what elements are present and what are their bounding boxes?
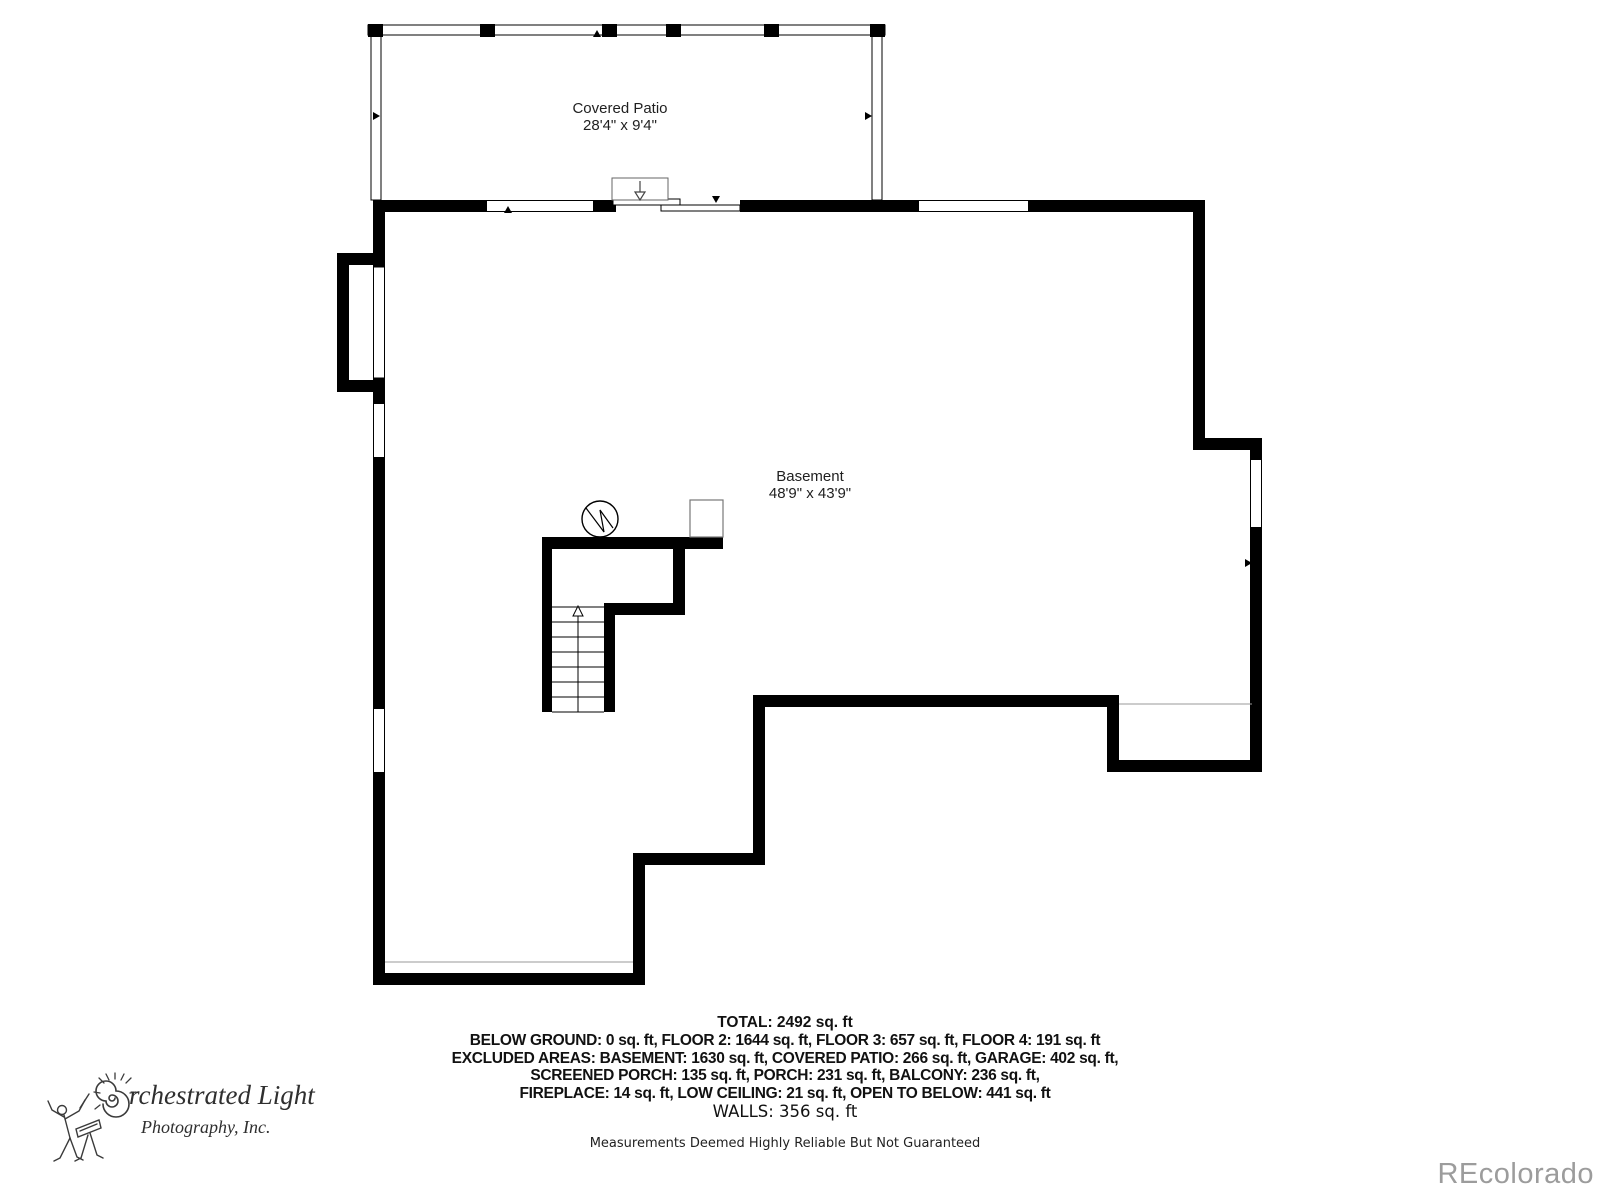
- disclaimer-text: Measurements Deemed Highly Reliable But Not Guaranteed: [589, 1136, 981, 1151]
- covered-patio-dimensions: 28'4" x 9'4": [583, 117, 657, 134]
- interior-walls: [542, 537, 723, 712]
- covered-patio-name: Covered Patio: [572, 100, 668, 117]
- basement-dimensions: 48'9" x 43'9": [768, 485, 852, 502]
- sliding-door: [613, 199, 740, 212]
- stairs: [552, 606, 604, 712]
- area-summary: [285, 1014, 1285, 1121]
- summary-walls: WALLS: 356 sq. ft: [712, 1102, 858, 1121]
- exterior-walls: [337, 200, 1262, 985]
- summary-total: TOTAL: 2492 sq. ft: [717, 1014, 853, 1031]
- patio-door-step: [612, 178, 668, 200]
- music-stand-icon: [75, 1120, 103, 1161]
- fixture-box: [690, 500, 723, 537]
- covered-patio-label: [520, 100, 720, 134]
- logo-text-line1: rchestrated Light: [129, 1080, 315, 1110]
- reference-lines: [385, 704, 1252, 962]
- logo-art: [48, 1073, 136, 1161]
- logo-text-line2: Photography, Inc.: [141, 1117, 271, 1137]
- summary-line-4: FIREPLACE: 14 sq. ft, LOW CEILING: 21 sq. ft, OPEN TO BELOW: 441 sq. ft: [519, 1084, 1051, 1102]
- summary-line-2: EXCLUDED AREAS: BASEMENT: 1630 sq. ft, COVERED PATIO: 266 sq. ft, GARAGE: 402 sq. ft,: [451, 1049, 1119, 1067]
- summary-line-3: SCREENED PORCH: 135 sq. ft, PORCH: 231 sq. ft, BALCONY: 236 sq. ft,: [530, 1067, 1040, 1084]
- recolorado-watermark: REcolorado: [1437, 1158, 1594, 1190]
- basement-label: [710, 468, 910, 502]
- summary-line-1: BELOW GROUND: 0 sq. ft, FLOOR 2: 1644 sq. ft, FLOOR 3: 657 sq. ft, FLOOR 4: 191 sq. ft: [469, 1032, 1101, 1049]
- basement-name: Basement: [776, 468, 844, 485]
- water-heater-icon: [582, 501, 618, 537]
- wall-markers: [373, 30, 1252, 984]
